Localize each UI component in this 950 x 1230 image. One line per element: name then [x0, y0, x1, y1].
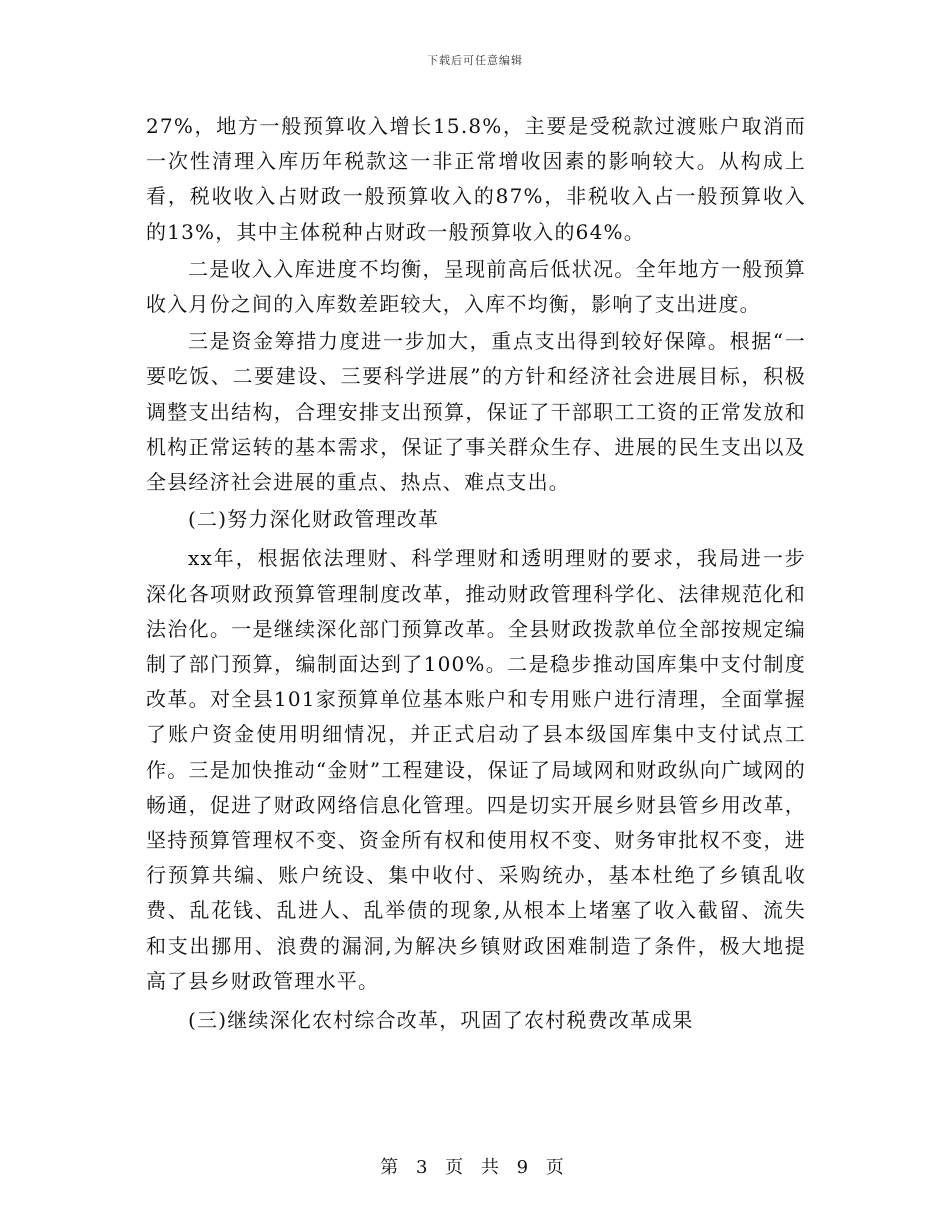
- paragraph-funding-efforts: 三是资金筹措力度进一步加大，重点支出得到较好保障。根据“一要吃饭、二要建设、三要科学进展”的方针和经济社会进展目标，积极调整支出结构，合理安排支出预算，保证了干部职工工资的正常发放和机构正常运转的基本需求，保证了事关群众生存、进展的民生支出以及全县经济社会进展的重点、热点、难点支出。: [146, 329, 806, 495]
- section-heading-2: (二)努力深化财政管理改革: [188, 507, 440, 532]
- page-number: 第 3 页 共 9 页: [380, 1157, 570, 1178]
- paragraph-income-uneven: 二是收入入库进度不均衡，呈现前高后低状况。全年地方一般预算收入月份之间的入库数差距较大，入库不均衡，影响了支出进度。: [146, 256, 806, 317]
- paragraph-revenue-growth: 27%，地方一般预算收入增长15.8%，主要是受税款过渡账户取消而一次性清理入库历年税款这一非正常增收因素的影响较大。从构成上看，税收收入占财政一般预算收入的87%，非税收入占一般预算收入的13%，其中主体税种占财政一般预算收入的64%。: [146, 114, 806, 244]
- paragraph-finance-reform: xx年，根据依法理财、科学理财和透明理财的要求，我局进一步深化各项财政预算管理制度改革，推动财政管理科学化、法律规范化和法治化。一是继续深化部门预算改革。全县财政拨款单位全部按规定编制了部门预算，编制面达到了100%。二是稳步推动国库集中支付制度改革。对全县101家预算单位基本账户和专用账户进行清理，全面掌握了账户资金使用明细情况，并正式启动了县本级国库集中支付试点工作。三是加快推动“金财”工程建设，保证了局域网和财政纵向广域网的畅通，促进了财政网络信息化管理。四是切实开展乡财县管乡用改革，坚持预算管理权不变、资金所有权和使用权不变、财务审批权不变，进行预算共编、账户统设、集中收付、采购统办，基本杜绝了乡镇乱收费、乱花钱、乱进人、乱举债的现象,从根本上堵塞了收入截留、流失和支出挪用、浪费的漏洞,为解决乡镇财政困难制造了条件，极大地提高了县乡财政管理水平。: [146, 546, 806, 993]
- document-body: [146, 109, 806, 1038]
- section-heading-3: (三)继续深化农村综合改革，巩固了农村税费改革成果: [188, 1008, 694, 1033]
- page-header-note: 下载后可任意编辑: [427, 54, 523, 67]
